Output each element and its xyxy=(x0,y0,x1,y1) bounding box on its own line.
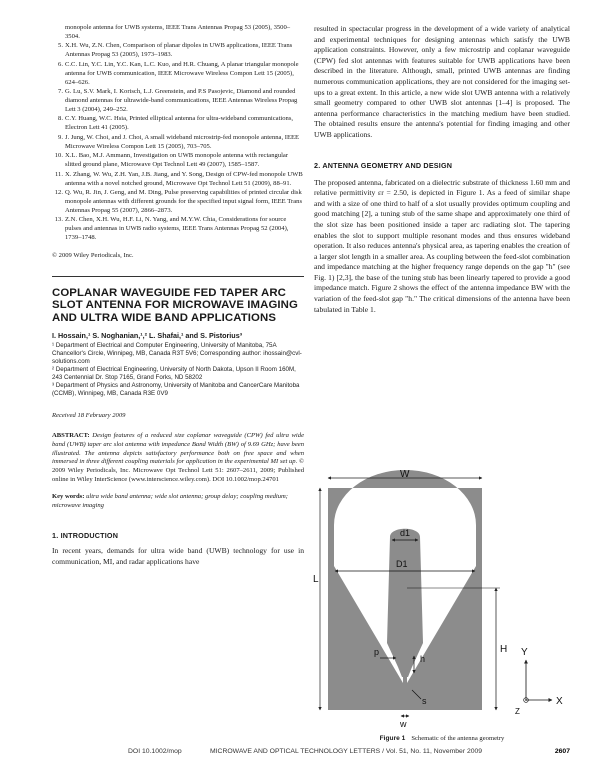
label-X: X xyxy=(556,696,563,707)
label-H: H xyxy=(500,644,508,655)
keywords xyxy=(52,493,304,511)
label-w-small: w xyxy=(400,719,407,729)
antenna-figure xyxy=(314,468,570,730)
reference-number: 11. xyxy=(55,170,63,178)
abstract-citation: © 2009 Wiley Periodicals, Inc. Microwave Opt Technol Lett 51: 2607–2611, 2009; Published online in Wiley InterScience (www.interscience.wiley.com). DOI 10.1002/mop.24701 xyxy=(52,458,304,484)
tuning-stub xyxy=(387,529,426,677)
reference-item xyxy=(52,216,304,243)
keywords-label: Key words: xyxy=(52,493,85,501)
reference-number: 8. xyxy=(58,115,63,123)
label-Y: Y xyxy=(521,647,528,658)
reference-item xyxy=(52,88,304,115)
page-number: 2607 xyxy=(554,748,570,755)
reference-text: C.C. Lin, Y.C. Lin, Y.C. Kan, L.C. Kuo, and H.R. Chuang, A planar triangular monopole antenna for UWB communication, IEEE Microwave Wireless Compon Lett 15 (2005), 624–626. xyxy=(65,60,299,86)
label-w: W xyxy=(400,469,410,480)
feed-line xyxy=(403,676,407,710)
article-title: COPLANAR WAVEGUIDE FED TAPER ARC SLOT ANTENNA FOR MICROWAVE IMAGING AND ULTRA WIDE BAND APPLICATIONS xyxy=(52,287,298,324)
reference-number: 7. xyxy=(58,88,63,96)
reference-number: 9. xyxy=(58,133,63,141)
reference-item xyxy=(52,152,304,170)
introduction-continued: resulted in spectacular progress in the development of a wide variety of analytical and experimental techniques for designing antennas which satisfy the UWB application constraints. However, only a few microstrip and coplanar waveguide (CPW) fed slot antennas with features suitable for UWB applications have been described in the literature. Although, small, printed UWB antennas are finding numerous communication applications, they are not considered for the imaging set-ups to a great extent. In this article, a new wide slot UWB antenna with a relatively small geometry compared to other UWB slot antennas [1–4] is proposed. The antenna performance characteristics in the matching medium have been studied. The obtained results ensure the antenna's potential for finding imaging and other UWB applications. xyxy=(314,24,570,139)
reference-text: X.H. Wu, Z.N. Chen, Comparison of planar dipoles in UWB applications, IEEE Trans Antennas Propag 53 (2005), 1973–1983. xyxy=(65,42,293,59)
figure-caption-text: Schematic of the antenna geometry xyxy=(411,735,505,742)
reference-item xyxy=(52,61,304,88)
affiliation-2: ² Department of Electrical Engineering, University of North Dakota, Upson II Room 160M, 243 Centennial Dr. Stop 7165, Grand Forks, ND 58202 xyxy=(52,365,296,381)
footer-doi: DOI 10.1002/mop xyxy=(128,748,182,755)
label-l: L xyxy=(313,574,319,585)
reference-number: 5. xyxy=(58,42,63,50)
reference-text: monopole antenna for UWB systems, IEEE Trans Antennas Propag 53 (2005), 3500–3504. xyxy=(65,24,291,40)
reference-text: Z.N. Chen, X.H. Wu, H.F. Li, N. Yang, and M.Y.W. Chia, Considerations for source pulses and antennas in UWB radio systems, IEEE Trans Antennas Propag 52 (2004), 1739–1748. xyxy=(65,216,289,242)
label-s: s xyxy=(422,696,427,706)
received-date: Received 18 February 2009 xyxy=(52,411,126,419)
reference-item xyxy=(52,171,304,189)
label-D1: D1 xyxy=(396,559,408,569)
reference-item xyxy=(52,24,304,42)
reference-text: C.Y. Huang, W.C. Hsia, Printed elliptical antenna for ultra-wideband communications, Electron Lett 41 (2005). xyxy=(65,115,294,132)
antenna-schematic xyxy=(314,468,570,730)
reference-text: X. Zhang, W. Wu, Z.H. Yan, J.B. Jiang, and Y. Song, Design of CPW-fed monopole UWB antenna with a novel notched ground, Microwave Opt Technol Lett 51 (2009), 88–91. xyxy=(65,170,303,187)
reference-text: X.L. Bao, M.J. Ammann, Investigation on UWB monopole antenna with rectangular slitted ground plane, Microwave Opt Technol Lett 49 (2007), 1585–1587. xyxy=(65,152,289,169)
axis-z-dot xyxy=(525,699,527,701)
section-divider xyxy=(52,276,304,277)
keywords-text: ultra wide band antenna; wide slot antenna; group delay; coupling medium; microwave imaging xyxy=(52,493,289,510)
right-column xyxy=(314,24,570,315)
left-column xyxy=(52,24,304,567)
section-heading-introduction: 1. INTRODUCTION xyxy=(52,530,119,540)
reference-text: Q. Wu, R. Jin, J. Geng, and M. Ding, Pulse preserving capabilities of printed circular disk monopole antennas with different grounds for the specified input signal form, IEEE Trans Antennas Propag 55 (2007), 2866–2873. xyxy=(65,189,303,214)
reference-item xyxy=(52,115,304,133)
section-heading-geometry: 2. ANTENNA GEOMETRY AND DESIGN xyxy=(314,160,453,170)
reference-number: 12. xyxy=(54,189,63,197)
abstract-text: Design features of a reduced size coplanar waveguide (CPW) fed ultra wide band (UWB) taper arc slot antenna with impedance Band Width (BW) of 9.69 GHz; have been illustrated. The antenna depicts satisfactory performance both on free space and when immersed in three different coupling materials for application in the experimental MI set up. xyxy=(52,431,304,466)
introduction-text: In recent years, demands for ultra wide band (UWB) technology for use in communication, MI, and radar applications have xyxy=(52,545,304,566)
article-authors: I. Hossain,¹ S. Noghanian,¹,² L. Shafai,¹ and S. Pistorius³ xyxy=(52,330,243,340)
reference-item xyxy=(52,189,304,216)
abstract-label: ABSTRACT: xyxy=(52,431,90,439)
abstract xyxy=(52,432,304,485)
reference-item xyxy=(52,134,304,152)
reference-text: J. Jung, W. Choi, and J. Choi, A small wideband microstrip-fed monopole antenna, IEEE Microwave Wireless Compon Lett 15 (2005), 703–705. xyxy=(65,133,300,150)
geometry-text: The proposed antenna, fabricated on a dielectric substrate of thickness 1.60 mm and relative permittivity εr = 2.50, is depicted in Figure 1. As a feed of similar shape and with a size of one third to half of a slot usually provides optimum coupling and good matching [2], a tuning stub of the same shape and approximately one third of the slot size has been positioned inside a taper arc radiating slot. The tapering enables the slot to support multiple resonant modes and thus ensures wideband operation. It also reduces antenna's physical area, as tapering enables the creation of a larger slot length in a smaller area. As coupling between the feed-slot combination and impedance matching at the higher frequency range depends on the gap "h" (see Fig. 1) [2,3], the base of the tuning stub has been linearly tapered to provide a good impedance match. Figure 2 shows the effect of the antenna impedance BW with the variation of the feed-slot gap "h." The critical dimensions of the antenna have been tabulated in Table 1. xyxy=(314,177,570,314)
reference-item xyxy=(52,42,304,60)
label-h: h xyxy=(420,654,426,664)
figure-caption xyxy=(322,735,562,742)
figure-caption-label: Figure 1 xyxy=(379,735,406,742)
footer-journal: MICROWAVE AND OPTICAL TECHNOLOGY LETTERS / Vol. 51, No. 11, November 2009 xyxy=(210,748,483,755)
reference-text: G. Lu, S.V. Mark, I. Korisch, L.J. Greenstein, and P.S Pasojevic, Diamond and rounded diamond antennas for ultrawide-band communications, IEEE Antennas Wireless Propag Lett 3 (2004), 249–252. xyxy=(65,88,298,113)
affiliation-3: ³ Department of Physics and Astronomy, University of Manitoba and CancerCare Manitoba (CCMB), Winnipeg, MB, Canada R3E 0V9 xyxy=(52,381,300,397)
author-affiliations xyxy=(52,342,304,398)
affiliation-1: ¹ Department of Electrical and Computer Engineering, University of Manitoba, 75A Chancellor's Circle, Winnipeg, MB, Canada R3T 5V6; Corresponding author: ihossain@cvl-solutions.com xyxy=(52,341,302,365)
label-p: p xyxy=(374,647,380,657)
reference-number: 6. xyxy=(58,60,63,68)
copyright-notice: © 2009 Wiley Periodicals, Inc. xyxy=(52,252,134,260)
label-Z: Z xyxy=(515,707,520,716)
label-d1: d1 xyxy=(400,528,411,538)
reference-list xyxy=(52,24,304,243)
reference-number: 10. xyxy=(54,152,63,160)
reference-number: 13. xyxy=(54,216,63,224)
